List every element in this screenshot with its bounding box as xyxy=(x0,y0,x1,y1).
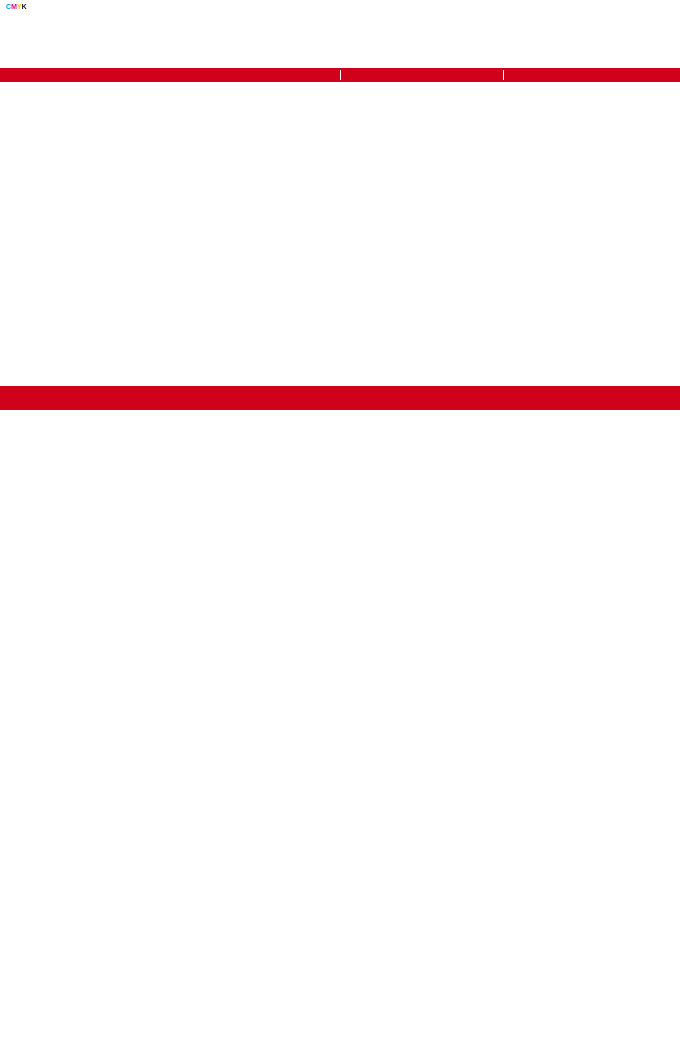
cmyk-registration-mark: CMYK xyxy=(6,4,27,11)
lead-story-body xyxy=(6,140,674,378)
info-bar xyxy=(0,68,680,82)
continued-stories xyxy=(6,414,674,1034)
masthead xyxy=(0,14,680,68)
continued-banner xyxy=(0,386,680,410)
